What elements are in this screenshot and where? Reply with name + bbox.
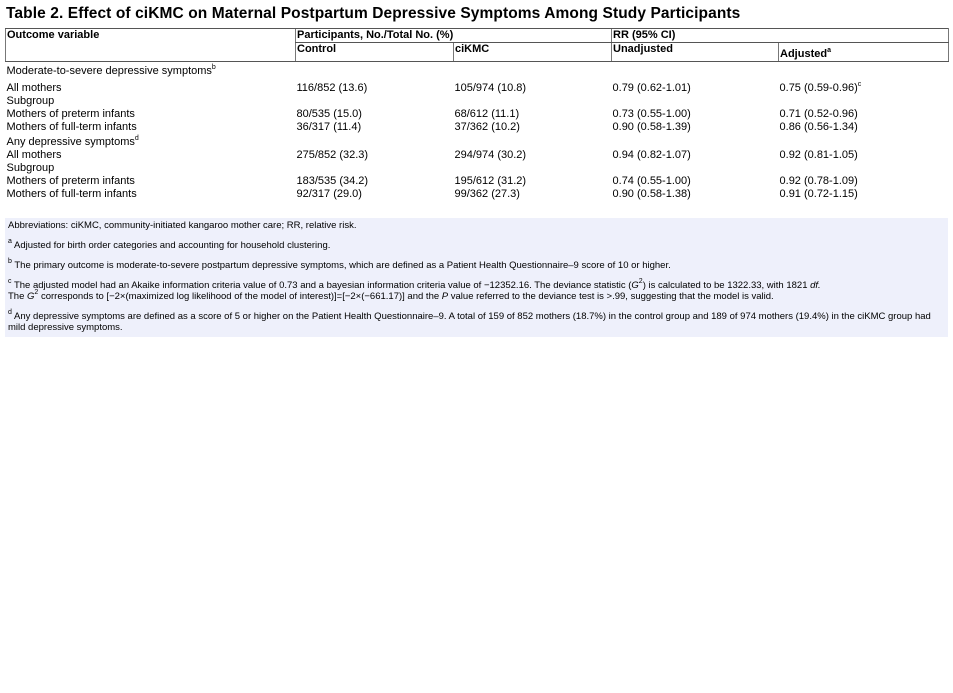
section-row: Any depressive symptoms$^d$ [6,135,139,148]
header-outcome: Outcome variable [6,29,296,62]
table-row: Mothers of full-term infants 36/317 (11.4) 37/362 (10.2) 0.90 (0.58-1.39) 0.86 (0.56-1.34) [6,121,858,133]
header-adjusted: Adjusted$^a$ [779,43,949,62]
table-row: All mothers 275/852 (32.3) 294/974 (30.2) 0.94 (0.82-1.07) 0.92 (0.81-1.05) [6,149,858,161]
table-row: Mothers of full-term infants 92/317 (29.0) 99/362 (27.3) 0.90 (0.58-1.38) 0.91 (0.72-1.15) [6,188,858,200]
footnote-d: $^d$ Any depressive symptoms are defined as a score of 5 or higher on the Patient Health Questionnaire–9. A total of 159 of 852 mothers (18.7%) in the control group and 189 of 974 mothers (19.4%) in the ciKMC group had mild depressive symptoms. [8,309,931,333]
header-row-1 [6,29,949,43]
subgroup-row: Subgroup [6,95,55,107]
header-cikmc: ciKMC [454,43,612,62]
section-label: Any depressive symptoms [6,136,135,148]
results-table [5,28,949,201]
table-row: Mothers of preterm infants 80/535 (15.0) 68/612 (11.1) 0.73 (0.55-1.00) 0.71 (0.52-0.96) [6,108,858,120]
table-footnotes [5,218,948,337]
subgroup-row: Subgroup [6,162,55,174]
table-row: All mothers 116/852 (13.6) 105/974 (10.8) 0.79 (0.62-1.01) 0.75 $(0.59-0.96)^c$ [6,81,862,94]
header-rr: RR (95% CI) [612,29,949,43]
header-control: Control [296,43,454,62]
header-participants: Participants, No./Total No. (%) [296,29,612,43]
footnote-c: $^c$ The adjusted model had an Akaike information criteria value of 0.73 and a bayesian information criteria value of −12352.16. The deviance statistic $(G^2)$ is calculated to be 1322.33, with 1821 df. The $G^2$ corresponds to [−2×(maximized log likelihood of the model of interest)]=[−2×(−661.17)] and the P value referred to the deviance test is >.99, suggesting that the model is valid. [8,278,821,302]
section-label: Moderate-to-severe depressive symptoms [6,65,212,77]
table-title: Table 2. Effect of ciKMC on Maternal Postpartum Depressive Symptoms Among Study Participants [6,5,741,22]
footnote-a: $^a$ Adjusted for birth order categories and accounting for household clustering. [8,238,331,251]
footnote-abbreviations: Abbreviations: ciKMC, community-initiated kangaroo mother care; RR, relative risk. [8,220,357,231]
footnote-b: $^b$ The primary outcome is moderate-to-severe postpartum depressive symptoms, which are defined as a Patient Health Questionnaire–9 score of 10 or higher. [8,258,671,271]
table-row: Mothers of preterm infants 183/535 (34.2) 195/612 (31.2) 0.74 (0.55-1.00) 0.92 (0.78-1.09) [6,175,858,187]
header-unadjusted: Unadjusted [612,43,779,62]
section-row: Moderate-to-severe depressive symptoms$^b$ [6,64,216,77]
